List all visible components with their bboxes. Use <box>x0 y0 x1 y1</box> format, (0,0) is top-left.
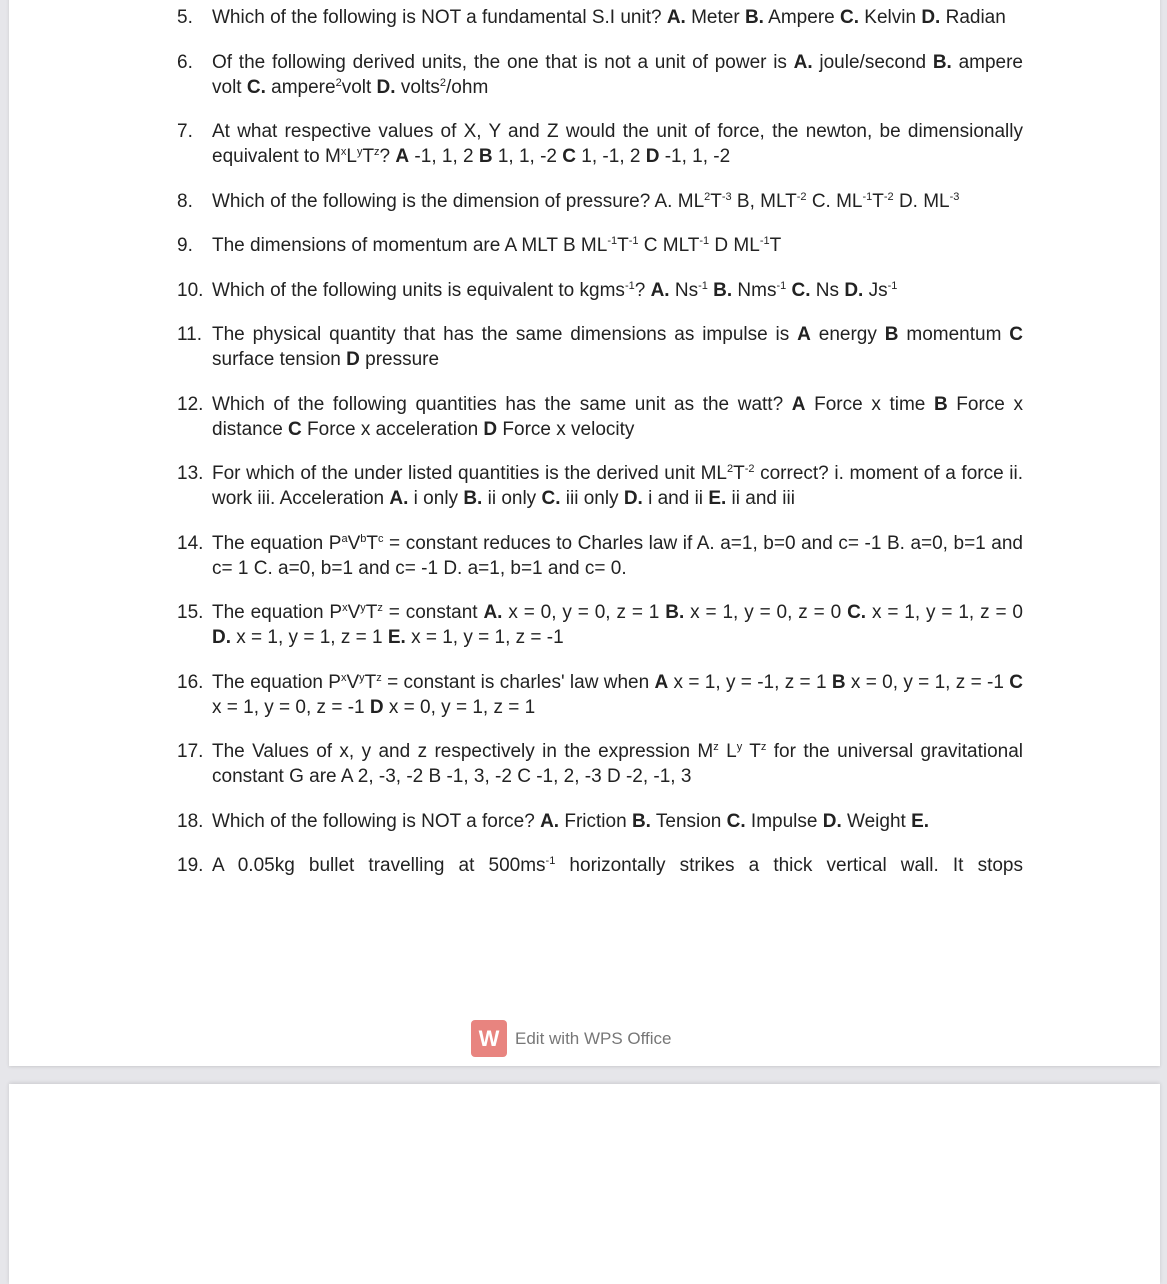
question-text <box>212 322 1023 372</box>
option-label: B. <box>744 7 764 28</box>
question-text <box>212 739 1023 789</box>
text-segment: B, MLT <box>731 190 797 212</box>
text-segment: The dimensions of momentum are A MLT B ML <box>212 235 608 256</box>
superscript: -1 <box>607 235 618 247</box>
option-label: D. <box>844 279 864 301</box>
option-label: C. <box>791 279 811 301</box>
text-segment: The equation P <box>212 671 341 693</box>
question-item <box>177 233 1023 258</box>
option-label: D. <box>212 627 231 648</box>
superscript: x <box>340 671 347 684</box>
superscript: -1 <box>862 190 873 203</box>
text-segment: -1, 1, 2 <box>409 146 479 167</box>
question-item <box>177 50 1023 100</box>
text-segment: ampere <box>265 76 336 98</box>
question-number: 9. <box>177 235 193 256</box>
next-document-page <box>9 1084 1160 1284</box>
question-text <box>212 670 1023 720</box>
superscript: -2 <box>796 190 807 203</box>
text-segment: Force x distance <box>212 393 1023 440</box>
superscript: y <box>359 671 365 684</box>
text-segment: ? <box>634 279 651 301</box>
superscript: y <box>360 602 366 614</box>
question-number: 8. <box>177 190 193 212</box>
question-number: 14. <box>177 532 204 554</box>
text-segment: volts <box>395 76 440 98</box>
option-label: D. <box>822 810 842 832</box>
superscript: -1 <box>545 855 556 867</box>
superscript: x <box>342 602 348 614</box>
superscript: a <box>341 532 348 545</box>
text-segment: 1, 1, -2 <box>492 146 563 167</box>
superscript: z <box>374 146 380 158</box>
question-item <box>177 531 1023 581</box>
text-segment: For which of the under listed quantities is the derived unit ML <box>212 463 727 484</box>
superscript: -3 <box>949 190 960 203</box>
superscript: -1 <box>628 235 639 247</box>
text-segment: Force x time <box>805 393 934 415</box>
text-segment: Js <box>863 279 888 301</box>
option-label: C <box>288 418 302 440</box>
option-label: B. <box>932 51 952 73</box>
text-segment: Of the following derived units, the one that is not a unit of power is <box>212 51 794 73</box>
question-number: 10. <box>177 279 204 301</box>
text-segment: /ohm <box>446 76 489 98</box>
question-number: 5. <box>177 7 193 28</box>
text-segment: T <box>366 532 378 554</box>
option-label: D <box>645 146 660 167</box>
text-segment: D ML <box>709 235 760 256</box>
text-segment: Force x velocity <box>497 418 635 440</box>
text-segment: Which of the following units is equivalent to kgms <box>212 279 625 301</box>
superscript: -1 <box>776 279 787 292</box>
question-number: 12. <box>177 393 204 415</box>
text-segment: volt <box>341 76 377 98</box>
text-segment: 1, -1, 2 <box>576 146 646 167</box>
question-item <box>177 739 1023 789</box>
option-label: B. <box>713 279 733 301</box>
option-label: E. <box>387 627 406 648</box>
option-label: A <box>797 324 811 345</box>
wps-logo-icon: W <box>471 1020 507 1057</box>
text-segment: ii and iii <box>726 488 795 509</box>
text-segment: Kelvin <box>859 7 922 28</box>
text-segment: T <box>617 235 629 256</box>
option-label: A <box>654 671 669 693</box>
text-segment: = constant reduces to Charles law if A. a=1, b=0 and c= -1 B. a=0, b=1 and c= 1 C. a=0, b=1 and c= -1 D. a=1, b=1 and c= 0. <box>212 532 1023 579</box>
text-segment: i and ii <box>642 488 709 509</box>
text-segment: A 0.05kg bullet travelling at 500ms <box>212 855 546 876</box>
superscript: z <box>376 671 382 684</box>
superscript: -2 <box>883 190 894 203</box>
option-label: A. <box>483 602 503 623</box>
question-number: 13. <box>177 463 204 484</box>
text-segment: Ns <box>810 279 845 301</box>
text-segment: pressure <box>359 349 440 370</box>
superscript: 2 <box>704 190 711 203</box>
question-item <box>177 278 1023 303</box>
superscript: -1 <box>698 279 708 292</box>
question-text <box>212 189 1023 214</box>
text-segment: correct? i. moment of a force ii. work iii. Acceleration <box>212 463 1023 509</box>
option-label: B <box>478 146 493 167</box>
option-label: A. <box>650 279 670 301</box>
question-number: 11. <box>177 324 203 345</box>
text-segment: T <box>364 671 377 693</box>
question-number: 17. <box>177 741 204 762</box>
question-item <box>177 322 1023 372</box>
text-segment: x = 1, y = -1, z = 1 <box>668 671 832 693</box>
option-label: B. <box>631 810 651 832</box>
superscript: y <box>356 146 363 158</box>
question-number: 18. <box>177 810 204 832</box>
text-segment: surface tension <box>212 349 347 370</box>
superscript: x <box>340 146 347 158</box>
question-text <box>212 600 1023 650</box>
question-text <box>212 809 1023 834</box>
text-segment: joule/second <box>812 51 933 73</box>
question-number: 7. <box>177 121 193 142</box>
superscript: b <box>360 532 367 545</box>
text-segment: ii only <box>482 488 542 509</box>
text-segment: T <box>710 190 722 212</box>
text-segment: -1, 1, -2 <box>659 146 731 167</box>
option-label: C <box>1009 324 1024 345</box>
text-segment: Ampere <box>763 7 840 28</box>
text-segment: ampere volt <box>212 51 1023 98</box>
question-text <box>212 853 1023 878</box>
option-label: B <box>884 324 899 345</box>
option-label: A. <box>389 488 409 509</box>
text-segment: V <box>347 532 361 554</box>
text-segment: x = 0, y = 0, z = 1 <box>502 602 666 623</box>
text-segment: C. ML <box>806 190 863 212</box>
edit-with-wps-button[interactable] <box>471 1020 672 1057</box>
superscript: z <box>377 602 383 614</box>
superscript: -3 <box>721 190 732 203</box>
question-number: 16. <box>177 671 204 693</box>
text-segment: The equation P <box>212 532 342 554</box>
question-item <box>177 5 1023 30</box>
text-segment: Which of the following is NOT a force? <box>212 810 541 832</box>
question-text <box>212 119 1023 169</box>
question-item <box>177 670 1023 720</box>
text-segment: V <box>347 602 361 623</box>
question-item <box>177 809 1023 834</box>
superscript: c <box>377 532 384 545</box>
text-segment: V <box>346 671 360 693</box>
text-segment: = constant <box>382 602 484 623</box>
text-segment: L <box>346 146 357 167</box>
text-segment: The equation P <box>212 602 343 623</box>
superscript: y <box>736 741 743 753</box>
text-segment: T <box>872 190 884 212</box>
option-label: C <box>562 146 577 167</box>
option-label: E. <box>911 810 930 832</box>
text-segment: Friction <box>559 810 632 832</box>
option-label: A <box>395 146 410 167</box>
text-segment: Meter <box>685 7 745 28</box>
text-segment: x = 1, y = 1, z = -1 <box>405 627 564 648</box>
superscript: -1 <box>699 235 710 247</box>
wps-label: Edit with WPS Office <box>515 1028 672 1048</box>
superscript: -1 <box>887 279 898 292</box>
superscript: -1 <box>624 279 635 292</box>
text-segment: The Values of x, y and z respectively in the expression M <box>212 741 714 762</box>
question-item <box>177 461 1023 511</box>
option-label: D. <box>376 76 396 98</box>
question-text <box>212 461 1023 511</box>
question-item <box>177 119 1023 169</box>
option-label: A. <box>793 51 813 73</box>
option-label: C. <box>541 488 561 509</box>
question-number: 19. <box>177 855 204 876</box>
option-label: B <box>933 393 948 415</box>
superscript: z <box>713 741 719 753</box>
option-label: B. <box>665 602 685 623</box>
option-label: B <box>831 671 846 693</box>
question-item <box>177 600 1023 650</box>
question-item <box>177 853 1023 878</box>
text-segment: horizontally strikes a thick vertical wall. It stops <box>555 855 1023 876</box>
text-segment: x = 1, y = 0, z = -1 <box>212 696 370 718</box>
text-segment: T <box>742 741 761 762</box>
text-segment: x = 1, y = 1, z = 0 <box>866 602 1023 623</box>
option-label: D <box>483 418 498 440</box>
text-segment: Nms <box>732 279 777 301</box>
text-segment: momentum <box>898 324 1010 345</box>
option-label: D. <box>921 7 941 28</box>
text-segment: C MLT <box>638 235 700 256</box>
superscript: 2 <box>726 463 734 475</box>
option-label: C. <box>847 602 867 623</box>
option-label: A. <box>540 810 560 832</box>
text-segment: i only <box>408 488 464 509</box>
option-label: A. <box>666 7 686 28</box>
question-number: 15. <box>177 602 204 623</box>
text-segment: x = 1, y = 0, z = 0 <box>684 602 848 623</box>
text-segment: Ns <box>669 279 699 301</box>
text-segment: The physical quantity that has the same dimensions as impulse is <box>212 324 798 345</box>
question-item <box>177 392 1023 442</box>
text-segment: L <box>718 741 737 762</box>
question-text <box>212 5 1023 30</box>
text-segment: T <box>733 463 745 484</box>
superscript: z <box>760 741 767 753</box>
text-segment: Which of the following quantities has the same unit as the watt? <box>212 393 792 415</box>
text-segment: energy <box>810 324 885 345</box>
option-label: C. <box>246 76 266 98</box>
text-segment: T <box>365 602 378 623</box>
text-segment: Force x acceleration <box>301 418 484 440</box>
superscript: -2 <box>744 463 755 475</box>
text-segment: T <box>362 146 375 167</box>
option-label: A <box>791 393 806 415</box>
question-text <box>212 531 1023 581</box>
text-segment: Tension <box>650 810 727 832</box>
question-text <box>212 50 1023 100</box>
question-text <box>212 392 1023 442</box>
text-segment: Impulse <box>745 810 823 832</box>
option-label: C. <box>840 7 859 28</box>
question-list <box>177 5 1023 898</box>
text-segment: x = 0, y = 1, z = -1 <box>845 671 1010 693</box>
option-label: E. <box>708 488 727 509</box>
text-segment: x = 1, y = 1, z = 1 <box>231 627 388 648</box>
question-text <box>212 233 1023 258</box>
option-label: C <box>1009 671 1023 693</box>
text-segment: ? <box>379 146 396 167</box>
option-label: C. <box>726 810 746 832</box>
text-segment: Which of the following is NOT a fundamental S.I unit? <box>212 7 667 28</box>
question-text <box>212 278 1023 303</box>
option-label: D <box>369 696 384 718</box>
text-segment: Radian <box>940 7 1006 28</box>
text-segment: D. ML <box>893 190 950 212</box>
superscript: 2 <box>439 76 447 89</box>
text-segment: for the universal gravitational constant G are A 2, -3, -2 B -1, 3, -2 C -1, 2, -3 D -2, -1, 3 <box>212 741 1023 787</box>
option-label: D <box>346 349 360 370</box>
question-number: 6. <box>177 51 193 73</box>
text-segment: At what respective values of X, Y and Z would the unit of force, the newton, be dimensionally equivalent to M <box>212 121 1023 167</box>
text-segment: Which of the following is the dimension of pressure? A. ML <box>212 190 705 212</box>
superscript: -1 <box>759 235 770 247</box>
option-label: B. <box>463 488 483 509</box>
text-segment: Weight <box>841 810 912 832</box>
text-segment: x = 0, y = 1, z = 1 <box>383 696 536 718</box>
option-label: D. <box>623 488 643 509</box>
document-page <box>9 0 1160 1066</box>
superscript: 2 <box>335 76 342 89</box>
text-segment: T <box>769 235 782 256</box>
question-item <box>177 189 1023 214</box>
text-segment: = constant is charles' law when <box>381 671 655 693</box>
text-segment: iii only <box>560 488 624 509</box>
